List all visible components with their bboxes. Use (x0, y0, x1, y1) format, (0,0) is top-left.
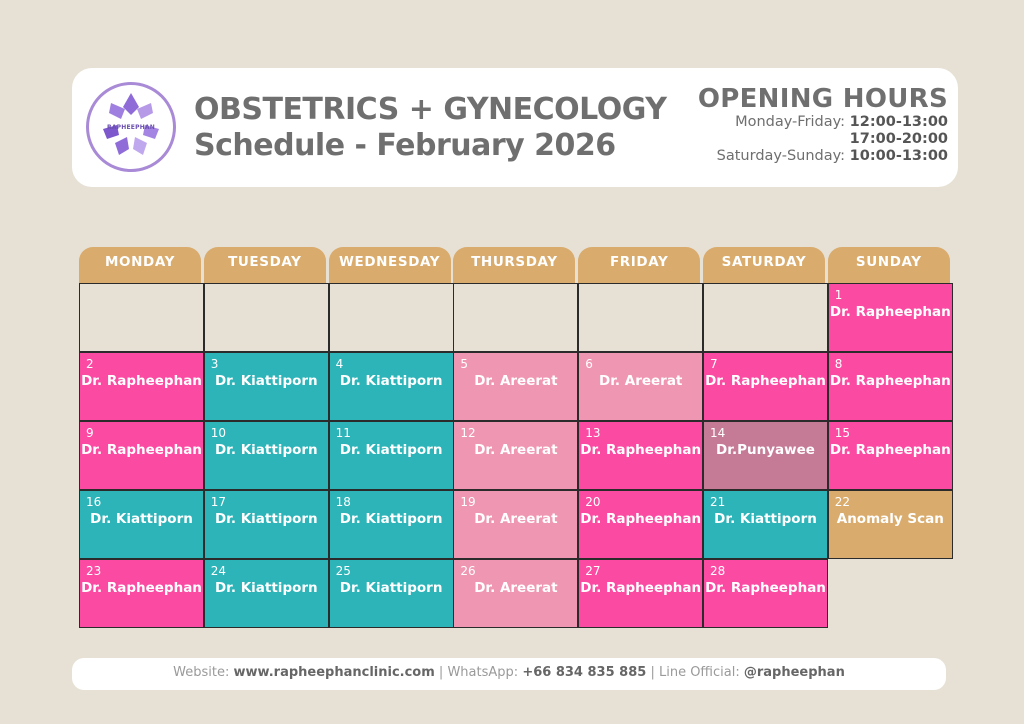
day-cell[interactable] (578, 421, 703, 490)
day-number: 24 (210, 564, 227, 578)
day-cell[interactable] (703, 352, 828, 421)
weekday-hours-2 (698, 131, 948, 148)
doctor-name: Dr. Areerat (598, 373, 683, 389)
doctor-name: Dr. Areerat (474, 580, 558, 596)
doctor-name: Dr. Kiattiporn (339, 511, 443, 527)
empty-day-cell (578, 283, 703, 352)
day-number: 17 (210, 495, 227, 509)
day-number: 28 (710, 564, 726, 578)
day-cell[interactable] (204, 352, 329, 421)
day-cell[interactable] (453, 352, 578, 421)
weekday-thursday: THURSDAY (453, 247, 575, 283)
day-cell[interactable] (578, 352, 703, 421)
footer-separator: | (438, 665, 444, 680)
empty-day-cell (204, 283, 329, 352)
doctor-name: Dr. Rapheephan (829, 373, 951, 389)
day-number: 11 (335, 426, 351, 440)
doctor-name: Dr. Kiattiporn (339, 373, 443, 389)
day-number: 26 (460, 564, 476, 578)
day-number: 7 (710, 357, 718, 371)
weekday-slot-2: 17:00-20:00 (849, 131, 948, 147)
doctor-name: Dr. Rapheephan (580, 442, 702, 458)
doctor-name: Dr. Kiattiporn (214, 511, 318, 527)
day-cell[interactable] (578, 559, 703, 628)
weekday-slot-1: 12:00-13:00 (849, 114, 948, 130)
header-card (72, 68, 958, 187)
title-line-2: Schedule - February 2026 (194, 128, 616, 163)
day-number: 18 (335, 495, 351, 509)
doctor-name: Dr. Rapheephan (580, 511, 702, 527)
website-link[interactable]: www.rapheephanclinic.com (233, 665, 435, 680)
day-number: 1 (834, 288, 843, 302)
day-cell[interactable] (204, 559, 329, 628)
day-cell[interactable] (79, 490, 204, 559)
weekend-slot: 10:00-13:00 (849, 148, 948, 164)
line-label: Line Official: (658, 665, 740, 680)
day-cell[interactable] (329, 352, 454, 421)
weekday-hours-1 (698, 114, 948, 131)
day-cell[interactable] (578, 490, 703, 559)
day-cell[interactable] (79, 559, 204, 628)
weekday-saturday: SATURDAY (703, 247, 825, 283)
footer-separator: | (650, 665, 655, 680)
day-cell[interactable] (329, 421, 454, 490)
weekday-wednesday: WEDNESDAY (329, 247, 451, 283)
day-cell[interactable] (703, 421, 828, 490)
day-cell[interactable] (204, 421, 329, 490)
doctor-name: Dr.Punyawee (716, 442, 815, 458)
day-number: 9 (86, 426, 94, 440)
weekday-monday: MONDAY (79, 247, 201, 283)
day-number: 22 (834, 495, 851, 509)
doctor-name: Dr. Rapheephan (829, 304, 951, 320)
day-number: 19 (460, 495, 476, 509)
empty-day-cell (79, 283, 204, 352)
weekend-label: Saturday-Sunday: (716, 148, 846, 164)
day-number: 27 (585, 564, 601, 578)
day-number: 6 (585, 357, 593, 371)
day-cell[interactable] (703, 490, 828, 559)
weekend-hours (698, 148, 948, 165)
day-number: 2 (86, 357, 94, 371)
day-cell[interactable] (828, 283, 953, 352)
doctor-name: Dr. Rapheephan (580, 580, 702, 596)
empty-day-cell (329, 283, 454, 352)
footer-bar (72, 658, 946, 690)
logo-wordmark: RAPHEEPHAN (107, 124, 155, 131)
doctor-name: Dr. Rapheephan (81, 580, 202, 596)
day-cell[interactable] (828, 421, 953, 490)
doctor-name: Dr. Kiattiporn (714, 511, 817, 527)
day-number: 21 (710, 495, 726, 509)
day-cell[interactable] (453, 490, 578, 559)
day-cell[interactable] (703, 559, 828, 628)
opening-hours (698, 84, 948, 165)
day-number: 3 (210, 357, 219, 371)
whatsapp-label: WhatsApp: (447, 665, 519, 680)
day-cell[interactable] (828, 490, 953, 559)
day-number: 15 (834, 426, 851, 440)
title-line-1: OBSTETRICS + GYNECOLOGY (194, 92, 667, 127)
day-cell[interactable] (453, 421, 578, 490)
doctor-name: Dr. Kiattiporn (214, 373, 318, 389)
doctor-name: Dr. Areerat (474, 442, 558, 458)
day-number: 12 (460, 426, 476, 440)
day-cell[interactable] (828, 352, 953, 421)
weekday-label: Monday-Friday: (735, 114, 846, 130)
doctor-name: Dr. Rapheephan (81, 373, 202, 389)
weekday-header-row (79, 247, 952, 283)
doctor-name: Dr. Kiattiporn (90, 511, 193, 527)
doctor-name: Dr. Kiattiporn (339, 442, 443, 458)
doctor-name: Dr. Rapheephan (81, 442, 202, 458)
doctor-name: Dr. Areerat (474, 511, 558, 527)
day-number: 4 (335, 357, 344, 371)
doctor-name: Dr. Rapheephan (705, 373, 826, 389)
opening-hours-title: OPENING HOURS (697, 84, 948, 114)
day-number: 8 (834, 357, 843, 371)
day-cell[interactable] (329, 559, 454, 628)
page-title (194, 92, 666, 164)
day-number: 14 (710, 426, 726, 440)
day-number: 23 (86, 564, 102, 578)
day-cell[interactable] (453, 559, 578, 628)
doctor-name: Dr. Kiattiporn (214, 580, 318, 596)
day-number: 25 (335, 564, 351, 578)
day-number: 20 (585, 495, 601, 509)
day-cell[interactable] (329, 490, 454, 559)
day-cell[interactable] (79, 421, 204, 490)
day-cell[interactable] (204, 490, 329, 559)
weekday-tuesday: TUESDAY (204, 247, 326, 283)
doctor-name: Dr. Rapheephan (829, 442, 951, 458)
doctor-name: Dr. Kiattiporn (214, 442, 318, 458)
empty-day-cell (453, 283, 578, 352)
clinic-logo (86, 82, 176, 172)
day-number: 13 (585, 426, 601, 440)
weekday-sunday: SUNDAY (828, 247, 950, 283)
day-cell[interactable] (79, 352, 204, 421)
website-label: Website: (173, 665, 230, 680)
empty-day-cell (703, 283, 828, 352)
day-number: 16 (86, 495, 102, 509)
day-number: 5 (460, 357, 469, 371)
whatsapp-number[interactable]: +66 834 835 885 (522, 665, 647, 680)
doctor-name: Dr. Rapheephan (705, 580, 826, 596)
doctor-name: Anomaly Scan (836, 511, 944, 527)
line-handle[interactable]: @rapheephan (743, 665, 845, 680)
day-number: 10 (210, 426, 227, 440)
doctor-name: Dr. Areerat (474, 373, 558, 389)
weekday-friday: FRIDAY (578, 247, 700, 283)
doctor-name: Dr. Kiattiporn (339, 580, 443, 596)
